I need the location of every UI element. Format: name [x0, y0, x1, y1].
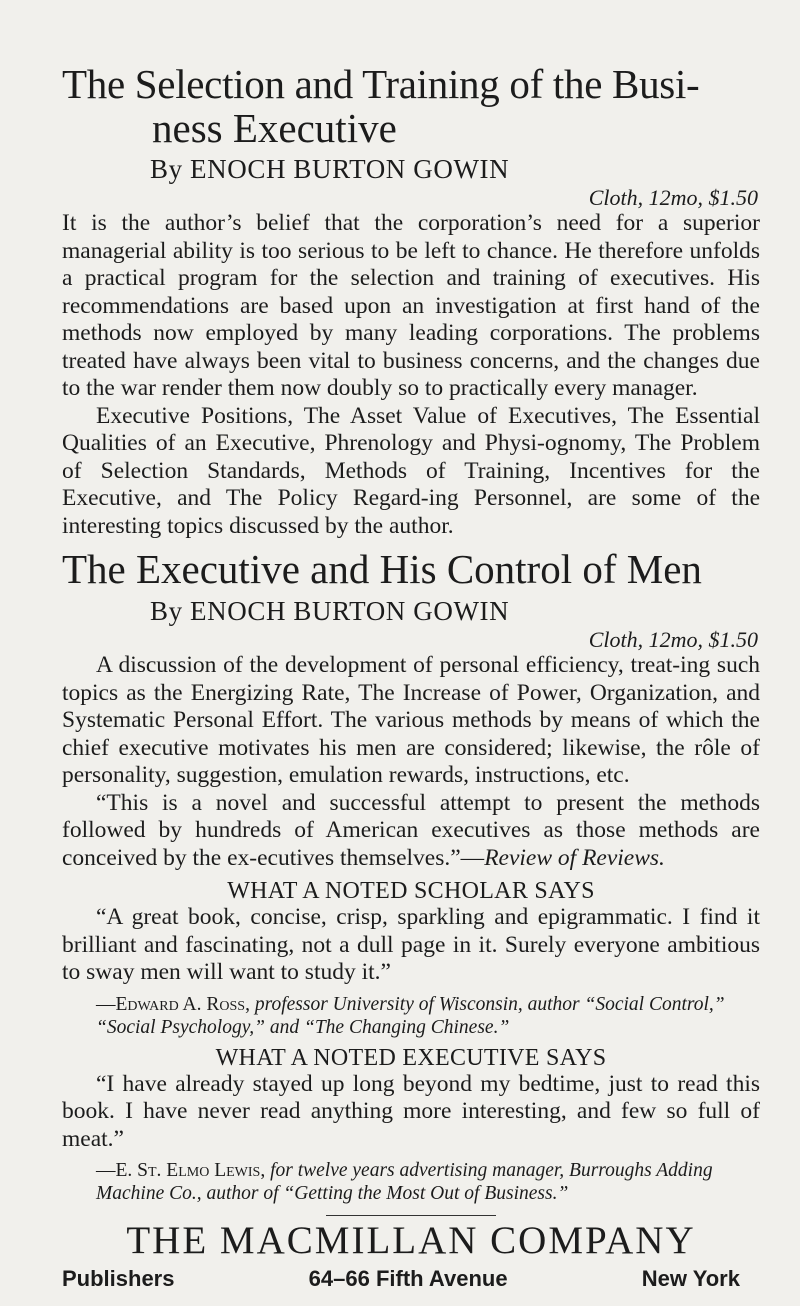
book-executive-control [62, 546, 760, 872]
publisher-name: THE MACMILLAN COMPANY [126, 1219, 696, 1262]
executive-name: —E. St. Elmo Lewis, [96, 1160, 266, 1181]
executive-attribution [96, 1159, 760, 1205]
book-title: The Executive and His Control of Men [62, 546, 702, 592]
scholar-quote: “A great book, concise, crisp, sparkling and epigrammatic. I find it brilliant and fascinating, not a dull page in it. Surely everyone ambitious to sway men will want to study it.” [62, 904, 760, 985]
book-title-line2: ness Executive [152, 105, 397, 151]
publisher-label: Publishers [62, 1266, 175, 1291]
executive-testimonial [62, 1045, 760, 1206]
book-title-line1: The Selection and Training of the Busi- [62, 61, 700, 107]
publisher-city: New York [641, 1266, 740, 1291]
review-source: Review of Reviews. [484, 844, 665, 871]
book-author: By ENOCH BURTON GOWIN [150, 154, 510, 184]
scholar-title: professor University of Wisconsin, author “Social Control,” “Social Psychology,” and “The Changing Chinese.” [96, 993, 725, 1038]
book-author: By ENOCH BURTON GOWIN [150, 596, 510, 626]
scholar-name: —Edward A. Ross, [96, 993, 250, 1015]
scholar-testimonial [62, 878, 760, 1039]
publisher-address: 64–66 Fifth Avenue [308, 1266, 508, 1291]
book-description: It is the author’s belief that the corporation’s need for a superior managerial ability is too serious to be left to chance. He therefore unfolds a practical program for the selection and training of executives. His recommendations are based upon an investigation at first hand of the methods now employed by many leading corporations. The problems treated have always been vital to business concerns, and the changes due to the war render them now doubly so to practically every manager. [62, 210, 760, 401]
executive-title: for twelve years advertising manager, Burroughs Adding Machine Co., author of “Getting the Most Out of Business.” [96, 1160, 713, 1204]
publisher-details [62, 1266, 740, 1292]
divider [326, 1215, 496, 1216]
book-topics: Executive Positions, The Asset Value of Executives, The Essential Qualities of an Executive, Phrenology and Physi-ognomy, The Problem of Selection Standards, Methods of Training, Incentives for the Executive, and The Policy Regard-ing Personnel, are some of the interesting topics discussed by the author. [62, 402, 760, 539]
book-price: Cloth, 12mo, $1.50 [588, 627, 758, 652]
executive-quote: “I have already stayed up long beyond my bedtime, just to read this book. I have never read anything more interesting, and few so full of meat.” [62, 1070, 760, 1152]
book-description: A discussion of the development of personal efficiency, treat-ing such topics as the Energizing Rate, The Increase of Power, Organization, and Systematic Personal Effort. The various methods by means of which the chief executive motivates his men are considered; likewise, the rôle of personality, suggestion, emulation rewards, instructions, etc. [62, 652, 760, 788]
scholar-attribution [96, 993, 760, 1039]
book-selection-training [62, 62, 760, 540]
review-text: “This is a novel and successful attempt to present the methods followed by hundreds of American executives as those methods are conceived by the ex-ecutives themselves.”— [62, 789, 760, 871]
scholar-heading: WHAT A NOTED SCHOLAR SAYS [227, 878, 595, 904]
book-price: Cloth, 12mo, $1.50 [588, 185, 758, 210]
review-quote [62, 790, 760, 873]
executive-heading: WHAT A NOTED EXECUTIVE SAYS [215, 1044, 607, 1071]
publisher-footer [62, 1220, 760, 1292]
